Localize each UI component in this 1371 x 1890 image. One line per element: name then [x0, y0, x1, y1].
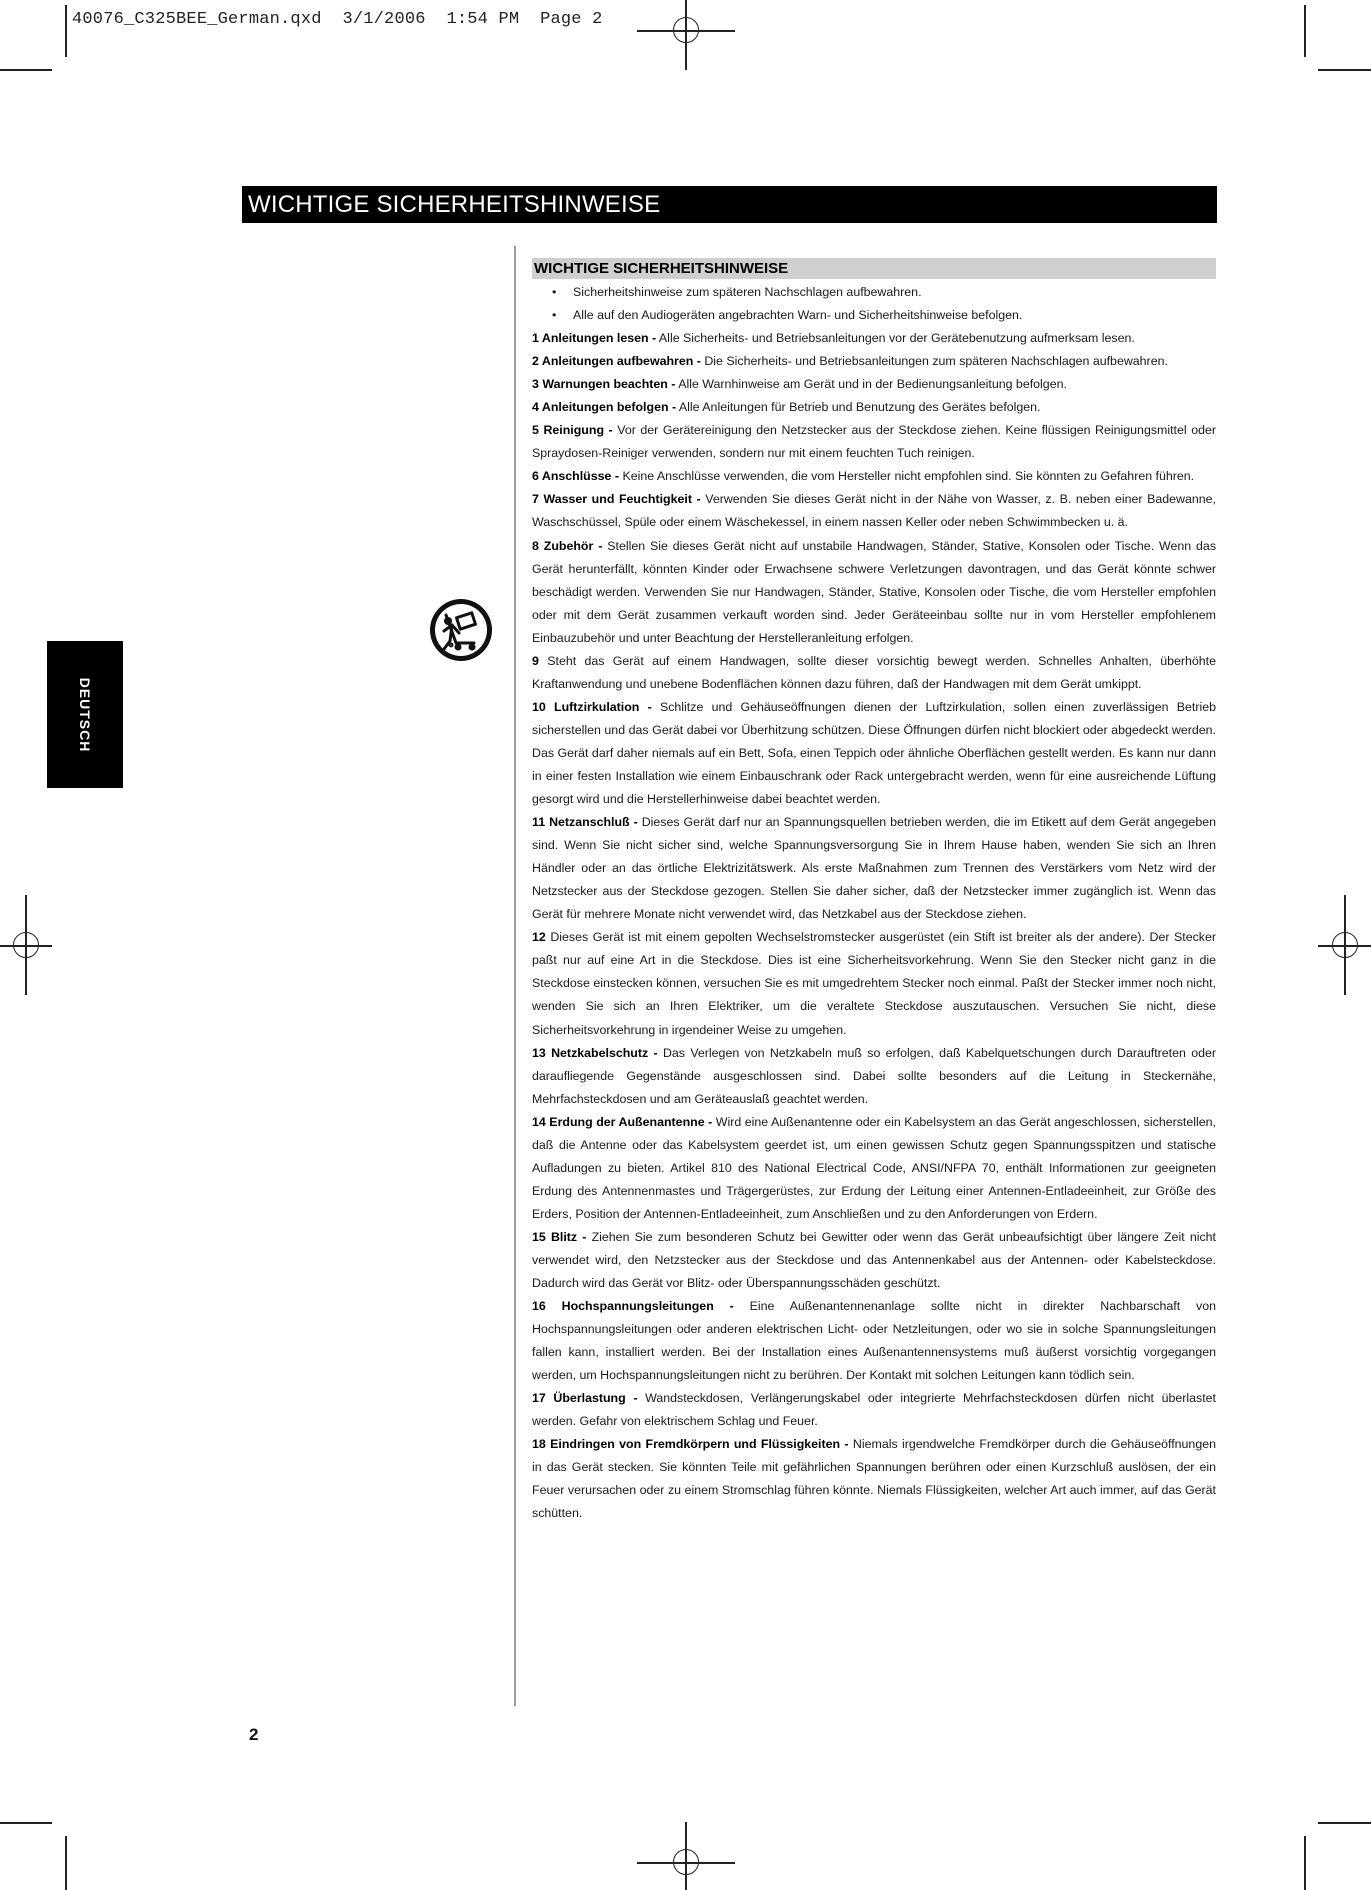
instruction-item-17: 17 Überlastung - Wandsteckdosen, Verlängerungskabel oder integrierte Mehrfachsteckdosen dürfen nicht überlastet werden. Gefahr von elektrischem Schlag und Feuer.: [532, 1391, 1216, 1429]
language-tab: [47, 641, 123, 788]
instruction-item-4: 4 Anleitungen befolgen - Alle Anleitungen für Betrieb und Benutzung des Gerätes befolgen.: [532, 400, 1041, 415]
instruction-item-13: 13 Netzkabelschutz - Das Verlegen von Netzkabeln muß so erfolgen, daß Kabelquetschungen durch Darauftreten oder daraufliegende Gegenstände ausgeschlossen sind. Dabei sollte besonders auf die Leitung in Steckernähe, Mehrfachsteckdosen und am Geräteauslaß geachtet werden.: [532, 1045, 1217, 1106]
language-tab-label: DEUTSCH: [77, 677, 93, 752]
column-divider: [514, 246, 516, 1706]
cart-tip-over-warning-icon: [428, 597, 494, 663]
instruction-item-18: 18 Eindringen von Fremdkörpern und Flüssigkeiten - Niemals irgendwelche Fremdkörper durch die Gehäuseöffnungen in das Gerät stecken. Sie könnten Teile mit gefährlichen Spannungen berühren oder einen Kurzschluß auslösen, der ein Feuer verursachen oder zu einem Stromschlag führen könnte. Niemals Flüssigkeiten, welcher Art auch immer, auf das Gerät schütten.: [532, 1437, 1216, 1521]
instruction-item-1: 1 Anleitungen lesen - Alle Sicherheits- und Betriebsanleitungen vor der Gerätebenutzung aufmerksam lesen.: [532, 331, 1135, 346]
bullet-item: • Sicherheitshinweise zum späteren Nachschlagen aufbewahren.: [532, 281, 1216, 304]
instruction-item-9: 9 Steht das Gerät auf einem Handwagen, sollte dieser vorsichtig bewegt werden. Schnelles Anhalten, überhöhte Kraftanwendung und unebene Bodenflächen können dazu führen, daß der Handwagen mit dem Gerät umkippt.: [532, 653, 1216, 691]
instruction-item-8: 8 Zubehör - Stellen Sie dieses Gerät nicht auf unstabile Handwagen, Ständer, Stative, Konsolen oder Tische. Wenn das Gerät herunterfällt, könnten Kinder oder Erwachsene schwere Verletzungen davontragen, und das Gerät könnte schwer beschädigt werden. Verwenden Sie nur Handwagen, Ständer, Stative, Konsolen oder Tische, die vom Hersteller empfohlen oder mit dem Gerät zusammen verkauft worden sind. Jeder Geräteeinbau sollte nur in vom Hersteller empfohlenem Einbauzubehör und unter Beachtung der Herstelleranleitung erfolgen.: [532, 538, 1217, 645]
page-header-bar: WICHTIGE SICHERHEITSHINWEISE: [242, 186, 1217, 223]
instruction-item-7: 7 Wasser und Feuchtigkeit - Verwenden Sie dieses Gerät nicht in der Nähe von Wasser, z. B. neben einer Badewanne, Waschschüssel, Spüle oder einem Wäschekessel, in einem nassen Keller oder neben Schwimmbecken u. ä.: [532, 492, 1216, 530]
bullet-item: • Alle auf den Audiogeräten angebrachten Warn- und Sicherheitshinweise befolgen.: [532, 304, 1216, 327]
safety-section: [532, 258, 1216, 1526]
instruction-item-10: 10 Luftzirkulation - Schlitze und Gehäuseöffnungen dienen der Luftzirkulation, sollen einen zuverlässigen Betrieb sicherstellen und das Gerät dabei vor Überhitzung schützen. Diese Öffnungen dürfen nicht blockiert oder abgedeckt werden. Das Gerät darf daher niemals auf ein Bett, Sofa, einen Teppich oder ähnliche Oberflächen gestellt werden. Es kann nur dann in einer festen Installation wie einem Einbauschrank oder Rack untergebracht werden, wenn für eine ausreichende Lüftung gesorgt wird und die Herstellerhinweise dabei beachtet werden.: [532, 699, 1216, 807]
instruction-item-2: 2 Anleitungen aufbewahren - Die Sicherheits- und Betriebsanleitungen zum späteren Nachschlagen aufbewahren.: [532, 354, 1168, 369]
instruction-item-3: 3 Warnungen beachten - Alle Warnhinweise am Gerät und in der Bedienungsanleitung befolgen.: [532, 377, 1067, 392]
file-slug: 40076_C325BEE_German.qxd 3/1/2006 1:54 PM Page 2: [72, 10, 603, 29]
instruction-item-12: 12 Dieses Gerät ist mit einem gepolten Wechselstromstecker ausgerüstet (ein Stift ist breiter als der andere). Der Stecker paßt nur auf eine Art in die Steckdose. Dies ist eine Sicherheitsvorkehrung. Wenn Sie den Stecker nicht ganz in die Steckdose einstecken können, versuchen Sie es mit umgedrehtem Stecker noch einmal. Paßt der Stecker immer noch nicht, wenden Sie sich an Ihren Elektriker, um die veraltete Steckdose auszutauschen. Versuchen Sie nicht, diese Sicherheitsvorkehrung in irgendeiner Weise zu umgehen.: [532, 930, 1216, 1037]
instruction-item-5: 5 Reinigung - Vor der Gerätereinigung den Netzstecker aus der Steckdose ziehen. Keine flüssigen Reinigungsmittel oder Spraydosen-Reiniger verwenden, sondern nur mit einem feuchten Tuch reinigen.: [532, 423, 1216, 461]
instruction-item-11: 11 Netzanschluß - Dieses Gerät darf nur an Spannungsquellen betrieben werden, die im Etikett auf dem Gerät angegeben sind. Wenn Sie nicht sicher sind, welche Spannungsversorgung Sie in Ihrem Hause haben, wenden Sie sich an Ihren Händler oder an das örtliche Elektrizitätswerk. Als erste Maßnahmen zum Trennen des Verstärkers vom Netz wird der Netzstecker aus der Steckdose gezogen. Stellen Sie daher sicher, daß der Netzstecker immer zugänglich ist. Wenn das Gerät für mehrere Monate nicht verwendet wird, das Netzkabel aus der Steckdose ziehen.: [532, 815, 1216, 922]
bullet-list: [532, 281, 1216, 327]
instruction-item-14: 14 Erdung der Außenantenne - Wird eine Außenantenne oder ein Kabelsystem an das Gerät angeschlossen, sicherstellen, daß die Antenne oder das Kabelsystem geerdet ist, um einen gewissen Schutz gegen Spannungsspitzen und statische Aufladungen zu bieten. Artikel 810 des National Electrical Code, ANSI/NFPA 70, enthält Informationen zur geeigneten Erdung des Antennenmastes und Trägergerüstes, zur Erdung der Leitung einer Antennen-Entladeeinheit, zur Größe des Erders, Position der Antennen-Entladeeinheit, zum Anschließen und zu den Anforderungen von Erdern.: [532, 1114, 1216, 1221]
section-title: WICHTIGE SICHERHEITSHINWEISE: [532, 258, 1216, 279]
instruction-item-15: 15 Blitz - Ziehen Sie zum besonderen Schutz bei Gewitter oder wenn das Gerät unbeaufsichtigt über längere Zeit nicht verwendet wird, den Netzstecker aus der Steckdose und das Antennenkabel aus der Antennen- oder Kabelsteckdose. Dadurch wird das Gerät vor Blitz- oder Überspannungsschäden geschützt.: [532, 1229, 1216, 1291]
instruction-item-16: 16 Hochspannungsleitungen - Eine Außenantennenanlage sollte nicht in direkter Nachbarschaft von Hochspannungsleitungen oder anderen elektrischen Licht- oder Netzleitungen, oder wo sie in solche Spannungsleitungen fallen kann, installiert werden. Bei der Installation eines Außenantennensystems muß äußerst vorsichtig vorgegangen werden, um Hochspannungsleitungen nicht zu berühren. Der Kontakt mit solchen Leitungen kann tödlich sein.: [532, 1299, 1216, 1383]
instruction-item-6: 6 Anschlüsse - Keine Anschlüsse verwenden, die vom Hersteller nicht empfohlen sind. Sie könnten zu Gefahren führen.: [532, 469, 1195, 484]
page-number: 2: [249, 1725, 259, 1744]
